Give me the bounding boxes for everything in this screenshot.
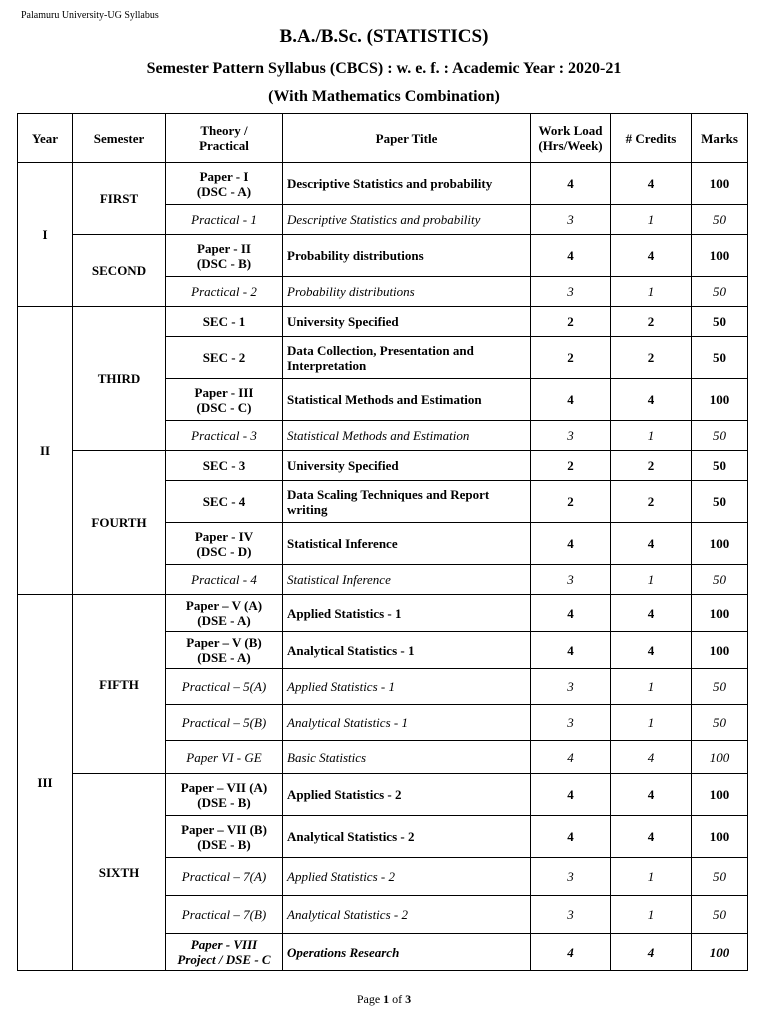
paper-title: Applied Statistics - 2 bbox=[283, 774, 531, 816]
marks: 50 bbox=[692, 205, 748, 235]
semester-cell: SIXTH bbox=[73, 774, 166, 971]
paper-code: Paper – V (B) (DSE - A) bbox=[166, 632, 283, 669]
paper-code: Practical – 5(B) bbox=[166, 705, 283, 741]
paper-title: Operations Research bbox=[283, 934, 531, 971]
credits: 1 bbox=[611, 565, 692, 595]
paper-title: Statistical Inference bbox=[283, 565, 531, 595]
marks: 100 bbox=[692, 523, 748, 565]
table-row bbox=[18, 235, 748, 277]
paper-title: Data Scaling Techniques and Report writing bbox=[283, 481, 531, 523]
workload: 3 bbox=[531, 565, 611, 595]
credits: 4 bbox=[611, 632, 692, 669]
workload: 4 bbox=[531, 816, 611, 858]
credits: 2 bbox=[611, 307, 692, 337]
table-row bbox=[18, 307, 748, 337]
semester-cell: THIRD bbox=[73, 307, 166, 451]
workload: 3 bbox=[531, 896, 611, 934]
credits: 2 bbox=[611, 481, 692, 523]
table-row bbox=[18, 595, 748, 632]
workload: 4 bbox=[531, 379, 611, 421]
paper-title: Basic Statistics bbox=[283, 741, 531, 774]
workload: 2 bbox=[531, 337, 611, 379]
paper-code: Practical - 4 bbox=[166, 565, 283, 595]
semester-cell: FIRST bbox=[73, 163, 166, 235]
marks: 50 bbox=[692, 451, 748, 481]
credits: 1 bbox=[611, 896, 692, 934]
paper-code: SEC - 2 bbox=[166, 337, 283, 379]
paper-title: Descriptive Statistics and probability bbox=[283, 163, 531, 205]
workload: 2 bbox=[531, 451, 611, 481]
year-cell: III bbox=[18, 595, 73, 971]
credits: 4 bbox=[611, 163, 692, 205]
workload: 4 bbox=[531, 774, 611, 816]
paper-title: University Specified bbox=[283, 451, 531, 481]
credits: 1 bbox=[611, 858, 692, 896]
marks: 100 bbox=[692, 379, 748, 421]
workload: 4 bbox=[531, 741, 611, 774]
paper-code: Paper - II (DSC - B) bbox=[166, 235, 283, 277]
paper-code: Practical – 7(B) bbox=[166, 896, 283, 934]
marks: 50 bbox=[692, 565, 748, 595]
credits: 1 bbox=[611, 421, 692, 451]
credits: 1 bbox=[611, 277, 692, 307]
marks: 50 bbox=[692, 896, 748, 934]
col-header-paper-title: Paper Title bbox=[283, 114, 531, 163]
paper-code: Practical - 1 bbox=[166, 205, 283, 235]
paper-code: Practical – 7(A) bbox=[166, 858, 283, 896]
paper-title: Analytical Statistics - 1 bbox=[283, 705, 531, 741]
paper-title: Applied Statistics - 1 bbox=[283, 595, 531, 632]
paper-title: Probability distributions bbox=[283, 277, 531, 307]
marks: 100 bbox=[692, 235, 748, 277]
marks: 50 bbox=[692, 307, 748, 337]
workload: 4 bbox=[531, 595, 611, 632]
semester-cell: FOURTH bbox=[73, 451, 166, 595]
paper-code: SEC - 4 bbox=[166, 481, 283, 523]
document-subtitle: Semester Pattern Syllabus (CBCS) : w. e. f. : Academic Year : 2020-21 bbox=[146, 60, 622, 77]
marks: 100 bbox=[692, 163, 748, 205]
combination-note: (With Mathematics Combination) bbox=[268, 88, 500, 105]
marks: 50 bbox=[692, 337, 748, 379]
credits: 4 bbox=[611, 595, 692, 632]
workload: 3 bbox=[531, 277, 611, 307]
col-header-semester: Semester bbox=[73, 114, 166, 163]
marks: 100 bbox=[692, 774, 748, 816]
credits: 2 bbox=[611, 337, 692, 379]
credits: 4 bbox=[611, 774, 692, 816]
marks: 100 bbox=[692, 934, 748, 971]
table-row bbox=[18, 451, 748, 481]
paper-code: Practical – 5(A) bbox=[166, 669, 283, 705]
paper-title: Applied Statistics - 1 bbox=[283, 669, 531, 705]
marks: 100 bbox=[692, 595, 748, 632]
paper-code: SEC - 3 bbox=[166, 451, 283, 481]
paper-title: Statistical Inference bbox=[283, 523, 531, 565]
marks: 100 bbox=[692, 741, 748, 774]
semester-cell: FIFTH bbox=[73, 595, 166, 774]
workload: 4 bbox=[531, 523, 611, 565]
table-header-row bbox=[18, 114, 748, 163]
year-cell: I bbox=[18, 163, 73, 307]
paper-code: Paper - VIII Project / DSE - C bbox=[166, 934, 283, 971]
marks: 100 bbox=[692, 632, 748, 669]
marks: 50 bbox=[692, 481, 748, 523]
paper-title: Data Collection, Presentation and Interpretation bbox=[283, 337, 531, 379]
col-header-marks: Marks bbox=[692, 114, 748, 163]
credits: 4 bbox=[611, 523, 692, 565]
credits: 4 bbox=[611, 816, 692, 858]
workload: 4 bbox=[531, 163, 611, 205]
credits: 1 bbox=[611, 205, 692, 235]
credits: 4 bbox=[611, 741, 692, 774]
paper-code: Practical - 3 bbox=[166, 421, 283, 451]
paper-code: Practical - 2 bbox=[166, 277, 283, 307]
marks: 50 bbox=[692, 277, 748, 307]
workload: 3 bbox=[531, 705, 611, 741]
col-header-theory-practical: Theory / Practical bbox=[166, 114, 283, 163]
semester-cell: SECOND bbox=[73, 235, 166, 307]
workload: 3 bbox=[531, 858, 611, 896]
paper-code: SEC - 1 bbox=[166, 307, 283, 337]
paper-code: Paper VI - GE bbox=[166, 741, 283, 774]
paper-code: Paper - IV (DSC - D) bbox=[166, 523, 283, 565]
marks: 100 bbox=[692, 816, 748, 858]
table-row bbox=[18, 163, 748, 205]
workload: 4 bbox=[531, 235, 611, 277]
workload: 3 bbox=[531, 669, 611, 705]
table-row bbox=[18, 774, 748, 816]
credits: 4 bbox=[611, 235, 692, 277]
paper-title: Descriptive Statistics and probability bbox=[283, 205, 531, 235]
paper-title: Statistical Methods and Estimation bbox=[283, 421, 531, 451]
paper-title: Probability distributions bbox=[283, 235, 531, 277]
page-number: Page 1 of 3 bbox=[356, 992, 412, 1006]
credits: 4 bbox=[611, 934, 692, 971]
marks: 50 bbox=[692, 421, 748, 451]
credits: 2 bbox=[611, 451, 692, 481]
paper-title: Statistical Methods and Estimation bbox=[283, 379, 531, 421]
syllabus-table bbox=[17, 113, 748, 971]
paper-code: Paper – V (A) (DSE - A) bbox=[166, 595, 283, 632]
document-title: B.A./B.Sc. (STATISTICS) bbox=[279, 26, 489, 47]
paper-code: Paper - I (DSC - A) bbox=[166, 163, 283, 205]
paper-code: Paper - III (DSC - C) bbox=[166, 379, 283, 421]
marks: 50 bbox=[692, 705, 748, 741]
marks: 50 bbox=[692, 858, 748, 896]
paper-title: Analytical Statistics - 2 bbox=[283, 896, 531, 934]
workload: 2 bbox=[531, 307, 611, 337]
workload: 3 bbox=[531, 421, 611, 451]
marks: 50 bbox=[692, 669, 748, 705]
header-note: Palamuru University-UG Syllabus bbox=[21, 10, 159, 21]
col-header-credits: # Credits bbox=[611, 114, 692, 163]
paper-code: Paper – VII (B) (DSE - B) bbox=[166, 816, 283, 858]
credits: 1 bbox=[611, 705, 692, 741]
paper-title: University Specified bbox=[283, 307, 531, 337]
credits: 4 bbox=[611, 379, 692, 421]
paper-code: Paper – VII (A) (DSE - B) bbox=[166, 774, 283, 816]
workload: 4 bbox=[531, 934, 611, 971]
workload: 2 bbox=[531, 481, 611, 523]
credits: 1 bbox=[611, 669, 692, 705]
workload: 3 bbox=[531, 205, 611, 235]
paper-title: Analytical Statistics - 2 bbox=[283, 816, 531, 858]
paper-title: Applied Statistics - 2 bbox=[283, 858, 531, 896]
paper-title: Analytical Statistics - 1 bbox=[283, 632, 531, 669]
col-header-workload: Work Load (Hrs/Week) bbox=[531, 114, 611, 163]
year-cell: II bbox=[18, 307, 73, 595]
workload: 4 bbox=[531, 632, 611, 669]
col-header-year: Year bbox=[18, 114, 73, 163]
